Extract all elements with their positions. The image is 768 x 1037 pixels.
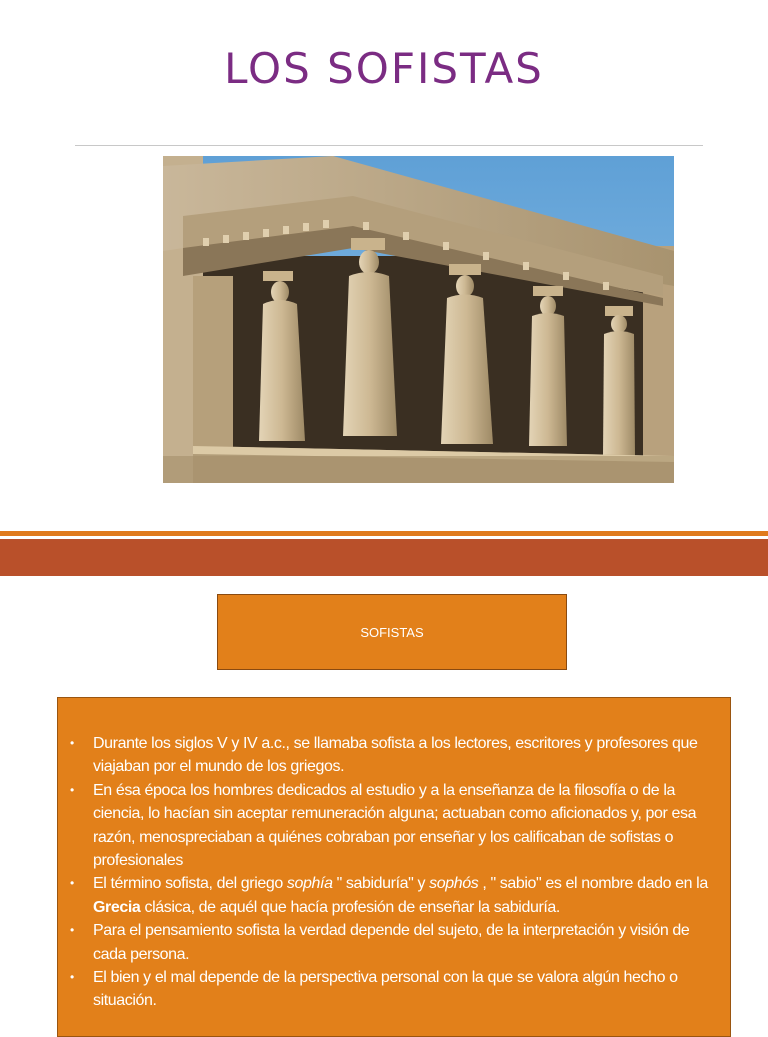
list-item-text: Para el pensamiento sofista la verdad depende del sujeto, de la interpretación y visión de cada persona. (93, 922, 690, 963)
list-item-text: Durante los siglos V y IV a.c., se llamaba sofista a los lectores, escritores y profesores que viajaban por el mundo de los griegos. (93, 735, 698, 776)
list-item (70, 966, 710, 1013)
section-header-box (217, 594, 567, 670)
bullet-list (70, 732, 710, 1013)
bullet-icon: • (70, 970, 74, 985)
content-box (57, 697, 731, 1037)
caryatids-photo (163, 156, 674, 483)
term-grecia: Grecia (93, 898, 141, 916)
title-divider (75, 145, 703, 146)
list-item-text: clásica, de aquél que hacía profesión de enseñar la sabiduría. (140, 898, 560, 916)
term-sophos: sophós (429, 875, 479, 893)
list-item (70, 919, 710, 966)
list-item-text: , " sabio" es el nombre dado en la (478, 875, 708, 893)
list-item-text: En ésa época los hombres dedicados al estudio y a la enseñanza de la filosofía o de la ciencia, lo hacían sin aceptar remuneración alguna; actuaban como aficionados y, por esa razón, menospreciaban a quiénes cobraban por enseñar y los calificaban de sofistas o profesionales (93, 781, 697, 870)
list-item-text: El término sofista, del griego (93, 875, 287, 893)
list-item-text: El bien y el mal depende de la perspectiva personal con la que se valora algún hecho o situación. (93, 969, 678, 1010)
list-item (70, 732, 710, 779)
list-item (70, 872, 710, 919)
bullet-icon: • (70, 923, 74, 938)
orange-divider-line (0, 531, 768, 536)
term-sophia: sophía (286, 875, 333, 893)
section-header-label: SOFISTAS (360, 624, 424, 640)
list-item-text: " sabiduría" y (332, 875, 430, 893)
rust-divider-band (0, 539, 768, 576)
bullet-icon: • (70, 876, 74, 891)
bullet-icon: • (70, 782, 74, 797)
page-title: LOS SOFISTAS (224, 44, 544, 93)
bullet-icon: • (70, 736, 74, 750)
list-item (70, 779, 710, 873)
